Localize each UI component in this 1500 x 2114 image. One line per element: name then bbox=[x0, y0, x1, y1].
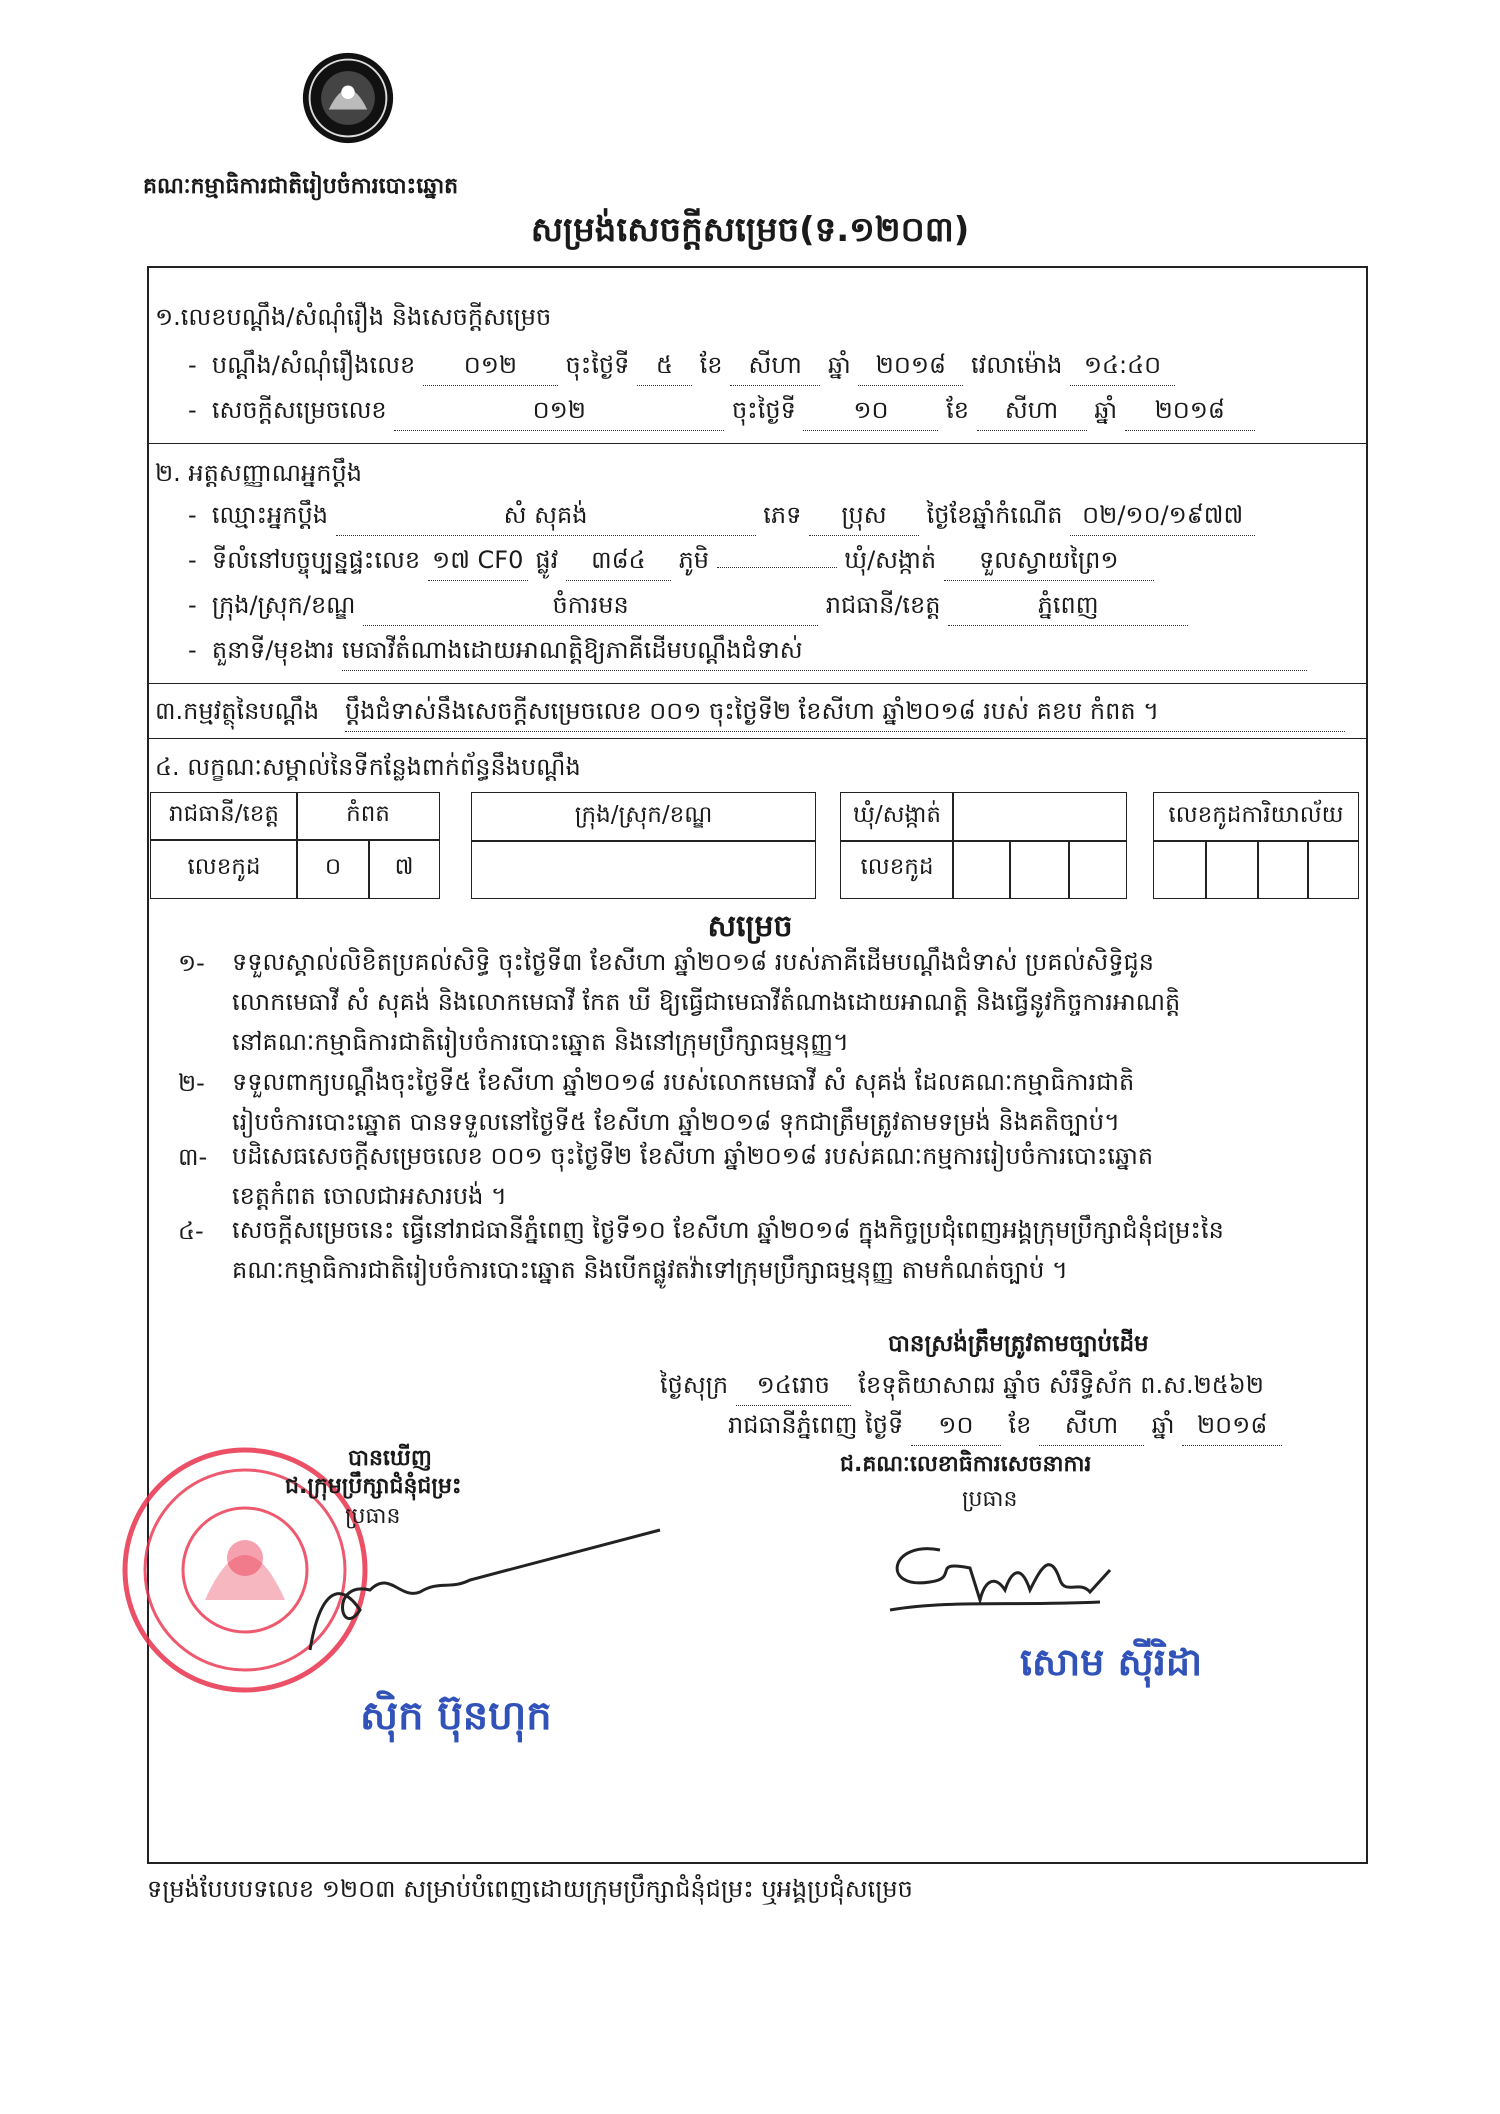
address-street: ៣៨៤ bbox=[566, 545, 671, 581]
lunar-day: ១៤រោច bbox=[736, 1370, 851, 1406]
complaint-time: ១៤:៤០ bbox=[1070, 350, 1175, 386]
decision-item-number: ៣- bbox=[178, 1143, 208, 1171]
complainant-role: មេធាវីតំណាងដោយអាណត្តិឱ្យភាគីដើមបណ្ដឹងជំទាស់ bbox=[342, 635, 1307, 671]
decision-item-number: ១- bbox=[178, 949, 205, 977]
district-label-cell: ក្រុង/ស្រុក/ខណ្ឌ bbox=[471, 792, 816, 842]
lunar-date-row: ថ្ងៃសុក្រ ១៤រោច ខែទុតិយាសាឍ ឆ្នាំច សំរឹទ្ធិស័ក ព.ស.២៥៦២ bbox=[660, 1370, 1264, 1406]
decision-line: ទទួលស្គាល់លិខិតប្រគល់សិទ្ធិ ចុះថ្ងៃទី៣ ខែសីហា ឆ្នាំ២០១៨ របស់ភាគីដើមបណ្ដឹងជំទាស់ ប្រគល់សិទ្ធិជូន bbox=[232, 948, 1154, 976]
decision-number: ០១២ bbox=[394, 395, 724, 431]
complaint-year: ២០១៨ bbox=[858, 350, 963, 386]
chairman-name: សោម ស៊ីរិដា bbox=[1020, 1640, 1203, 1684]
certification-year: ២០១៨ bbox=[1182, 1410, 1282, 1446]
divider bbox=[147, 683, 1368, 684]
section1-heading: ១.លេខបណ្ដឹង/សំណុំរឿង និងសេចក្ដីសម្រេច bbox=[155, 303, 552, 331]
form-title: សម្រង់សេចក្ដីសម្រេច(ទ.១២០៣) bbox=[530, 210, 970, 250]
address-district: ចំការមន bbox=[363, 590, 818, 626]
decision-line: ទទួលពាក្យបណ្ដឹងចុះថ្ងៃទី៥ ខែសីហា ឆ្នាំ២០១៨ របស់លោកមេធាវី សំ សុគង់ ដែលគណៈកម្មាធិការជាតិ bbox=[232, 1068, 1135, 1096]
decision-line: គណៈកម្មាធិការជាតិរៀបចំការបោះឆ្នោត និងបើកផ្លូវតវ៉ាទៅក្រុមប្រឹក្សាធម្មនុញ្ញ តាមកំណត់ច្បាប់ ។ bbox=[232, 1256, 1068, 1284]
decision-row: - សេចក្ដីសម្រេចលេខ ០១២ ចុះថ្ងៃទី ១០ ខែ សីហា ឆ្នាំ ២០១៨ bbox=[188, 395, 1255, 431]
approval-body: ជ.ក្រុមប្រឹក្សាជំនុំជម្រះ bbox=[285, 1474, 462, 1499]
complaint-number: ០១២ bbox=[423, 350, 558, 386]
role-row: - តួនាទី/មុខងារ មេធាវីតំណាងដោយអាណត្តិឱ្យភាគីដើមបណ្ដឹងជំទាស់ bbox=[188, 635, 1307, 671]
certification-day: ១០ bbox=[911, 1410, 1001, 1446]
office-code-digit-1 bbox=[1153, 840, 1207, 899]
complaint-month: សីហា bbox=[730, 350, 820, 386]
commune-code-digit-1 bbox=[952, 840, 1011, 899]
commune-code-digit-3 bbox=[1068, 840, 1127, 899]
office-code-label-cell: លេខកូដការិយាល័យ bbox=[1153, 792, 1359, 842]
decision-line: រៀបចំការបោះឆ្នោត បានទទួលនៅថ្ងៃទី៥ ខែសីហា ឆ្នាំ២០១៨ ទុកជាត្រឹមត្រូវតាមទម្រង់ និងគតិច្បាប់។ bbox=[232, 1108, 1120, 1136]
complainant-sex: ប្រុស bbox=[809, 500, 919, 536]
on-behalf-secretariat: ជ.គណៈលេខាធិការសេចនាការ bbox=[840, 1452, 1092, 1477]
certification-date-row: រាជធានីភ្នំពេញ ថ្ងៃទី ១០ ខែ សីហា ឆ្នាំ ២០១៨ bbox=[728, 1410, 1282, 1446]
complaint-row: - បណ្ដឹង/សំណុំរឿងលេខ ០១២ ចុះថ្ងៃទី ៥ ខែ សីហា ឆ្នាំ ២០១៨ វេលាម៉ោង ១៤:៤០ bbox=[188, 350, 1175, 386]
address-row: - ទីលំនៅបច្ចុប្បន្នផ្ទះលេខ ១៧ CF0 ផ្លូវ ៣៨៤ ភូមិ ឃុំ/សង្កាត់ ទួលស្វាយព្រៃ១ bbox=[188, 545, 1154, 581]
decision-day: ១០ bbox=[803, 395, 938, 431]
decision-item-4 bbox=[232, 1210, 1352, 1290]
office-code-digit-4 bbox=[1307, 840, 1359, 899]
decision-line: ខេត្តកំពត ចោលជាអសារបង់ ។ bbox=[232, 1182, 507, 1210]
section4-heading: ៤. លក្ខណៈសម្គាល់នៃទីកន្លែងពាក់ព័ន្ធនឹងបណ្ដឹង bbox=[155, 753, 581, 781]
divider bbox=[147, 738, 1368, 739]
section2-heading: ២. អត្តសញ្ញាណអ្នកប្ដឹង bbox=[155, 459, 362, 487]
decision-line: នៅគណៈកម្មាធិការជាតិរៀបចំការបោះឆ្នោត និងនៅក្រុមប្រឹក្សាធម្មនុញ្ញ។ bbox=[232, 1028, 849, 1056]
address-commune: ទួលស្វាយព្រៃ១ bbox=[944, 545, 1154, 581]
decision-year: ២០១៨ bbox=[1125, 395, 1255, 431]
decision-month: សីហា bbox=[977, 395, 1087, 431]
certification-role: ប្រធាន bbox=[962, 1487, 1018, 1512]
organization-name: គណៈកម្មាធិការជាតិរៀបចំការបោះឆ្នោត bbox=[143, 174, 459, 199]
address-house: ១៧ CF0 bbox=[428, 545, 528, 581]
province-code-digit-1: ០ bbox=[296, 839, 370, 899]
commune-label-cell: ឃុំ/សង្កាត់ bbox=[840, 792, 954, 842]
complainant-name: សំ សុគង់ bbox=[336, 500, 756, 536]
district-row: - ក្រុង/ស្រុក/ខណ្ឌ ចំការមន រាជធានី/ខេត្ត ភ្នំពេញ bbox=[188, 590, 1188, 626]
address-village bbox=[717, 567, 837, 568]
approval-role: ប្រធាន bbox=[345, 1504, 401, 1529]
decision-line: បដិសេធសេចក្ដីសម្រេចលេខ ០០១ ចុះថ្ងៃទី២ ខែសីហា ឆ្នាំ២០១៨ របស់គណៈកម្មការរៀបចំការបោះឆ្នោត bbox=[232, 1142, 1154, 1170]
complaint-subject: ប្ដឹងជំទាស់នឹងសេចក្ដីសម្រេចលេខ ០០១ ចុះថ្ងៃទី២ ខែសីហា ឆ្នាំ២០១៨ របស់ គខប កំពត ។ bbox=[345, 696, 1345, 732]
complainant-dob: ០២/១០/១៩៧៧ bbox=[1070, 500, 1255, 536]
divider bbox=[147, 443, 1368, 444]
decision-item-number: ២- bbox=[178, 1069, 205, 1097]
address-province: ភ្នំពេញ bbox=[948, 590, 1188, 626]
district-code-cell bbox=[471, 840, 816, 899]
approval-signature bbox=[300, 1510, 670, 1660]
complaint-day: ៥ bbox=[637, 350, 692, 386]
chairman-signature bbox=[870, 1520, 1140, 1630]
decision-item-2 bbox=[232, 1062, 1352, 1142]
decision-line: លោកមេធាវី សំ សុគង់ និងលោកមេធាវី កែត ឃី ឱ្យធ្វើជាមេធាវីតំណាងដោយអាណត្តិ និងធ្វើនូវកិច្ចការអាណត្តិ bbox=[232, 988, 1181, 1016]
province-code-label-cell: លេខកូដ bbox=[150, 839, 298, 899]
decision-item-3 bbox=[232, 1136, 1352, 1216]
commune-code-digit-2 bbox=[1009, 840, 1070, 899]
certification-heading: បានស្រង់ត្រឹមត្រូវតាមច្បាប់ដើម bbox=[888, 1331, 1149, 1357]
decision-line: សេចក្ដីសម្រេចនេះ ធ្វើនៅរាជធានីភ្នំពេញ ថ្ងៃទី១០ ខែសីហា ឆ្នាំ២០១៨ ក្នុងកិច្ចប្រជុំពេញអង្គក្រុមប្រឹក្សាជំនុំជម្រះនៃ bbox=[232, 1216, 1224, 1244]
approver-name: ស៊ិក ប៊ុនហុក bbox=[360, 1693, 552, 1739]
province-label-cell: រាជធានី/ខេត្ត bbox=[150, 792, 298, 841]
commune-code-label-cell: លេខកូដ bbox=[840, 840, 954, 899]
decision-item-1 bbox=[232, 942, 1352, 1062]
province-value-cell: កំពត bbox=[296, 792, 440, 841]
province-code-digit-2: ៧ bbox=[368, 839, 440, 899]
complainant-name-row: - ឈ្មោះអ្នកប្ដឹង សំ សុគង់ ភេទ ប្រុស ថ្ងៃខែឆ្នាំកំណើត ០២/១០/១៩៧៧ bbox=[188, 500, 1255, 536]
section3-heading: ៣.កម្មវត្ថុនៃបណ្ដឹង bbox=[155, 697, 320, 725]
footer-note: ទម្រង់បែបបទលេខ ១២០៣ សម្រាប់បំពេញដោយក្រុមប្រឹក្សាជំនុំជម្រះ ឬអង្គប្រជុំសម្រេច bbox=[147, 1875, 913, 1903]
seal-logo bbox=[300, 50, 396, 146]
decision-heading: សម្រេច bbox=[707, 909, 793, 944]
office-code-digit-3 bbox=[1257, 840, 1309, 899]
decision-item-number: ៤- bbox=[178, 1217, 204, 1245]
certification-month: សីហា bbox=[1039, 1410, 1144, 1446]
approval-heading: បានឃើញ bbox=[348, 1446, 432, 1471]
section3-value bbox=[345, 696, 1345, 732]
commune-value-cell bbox=[952, 792, 1127, 842]
office-code-digit-2 bbox=[1205, 840, 1259, 899]
